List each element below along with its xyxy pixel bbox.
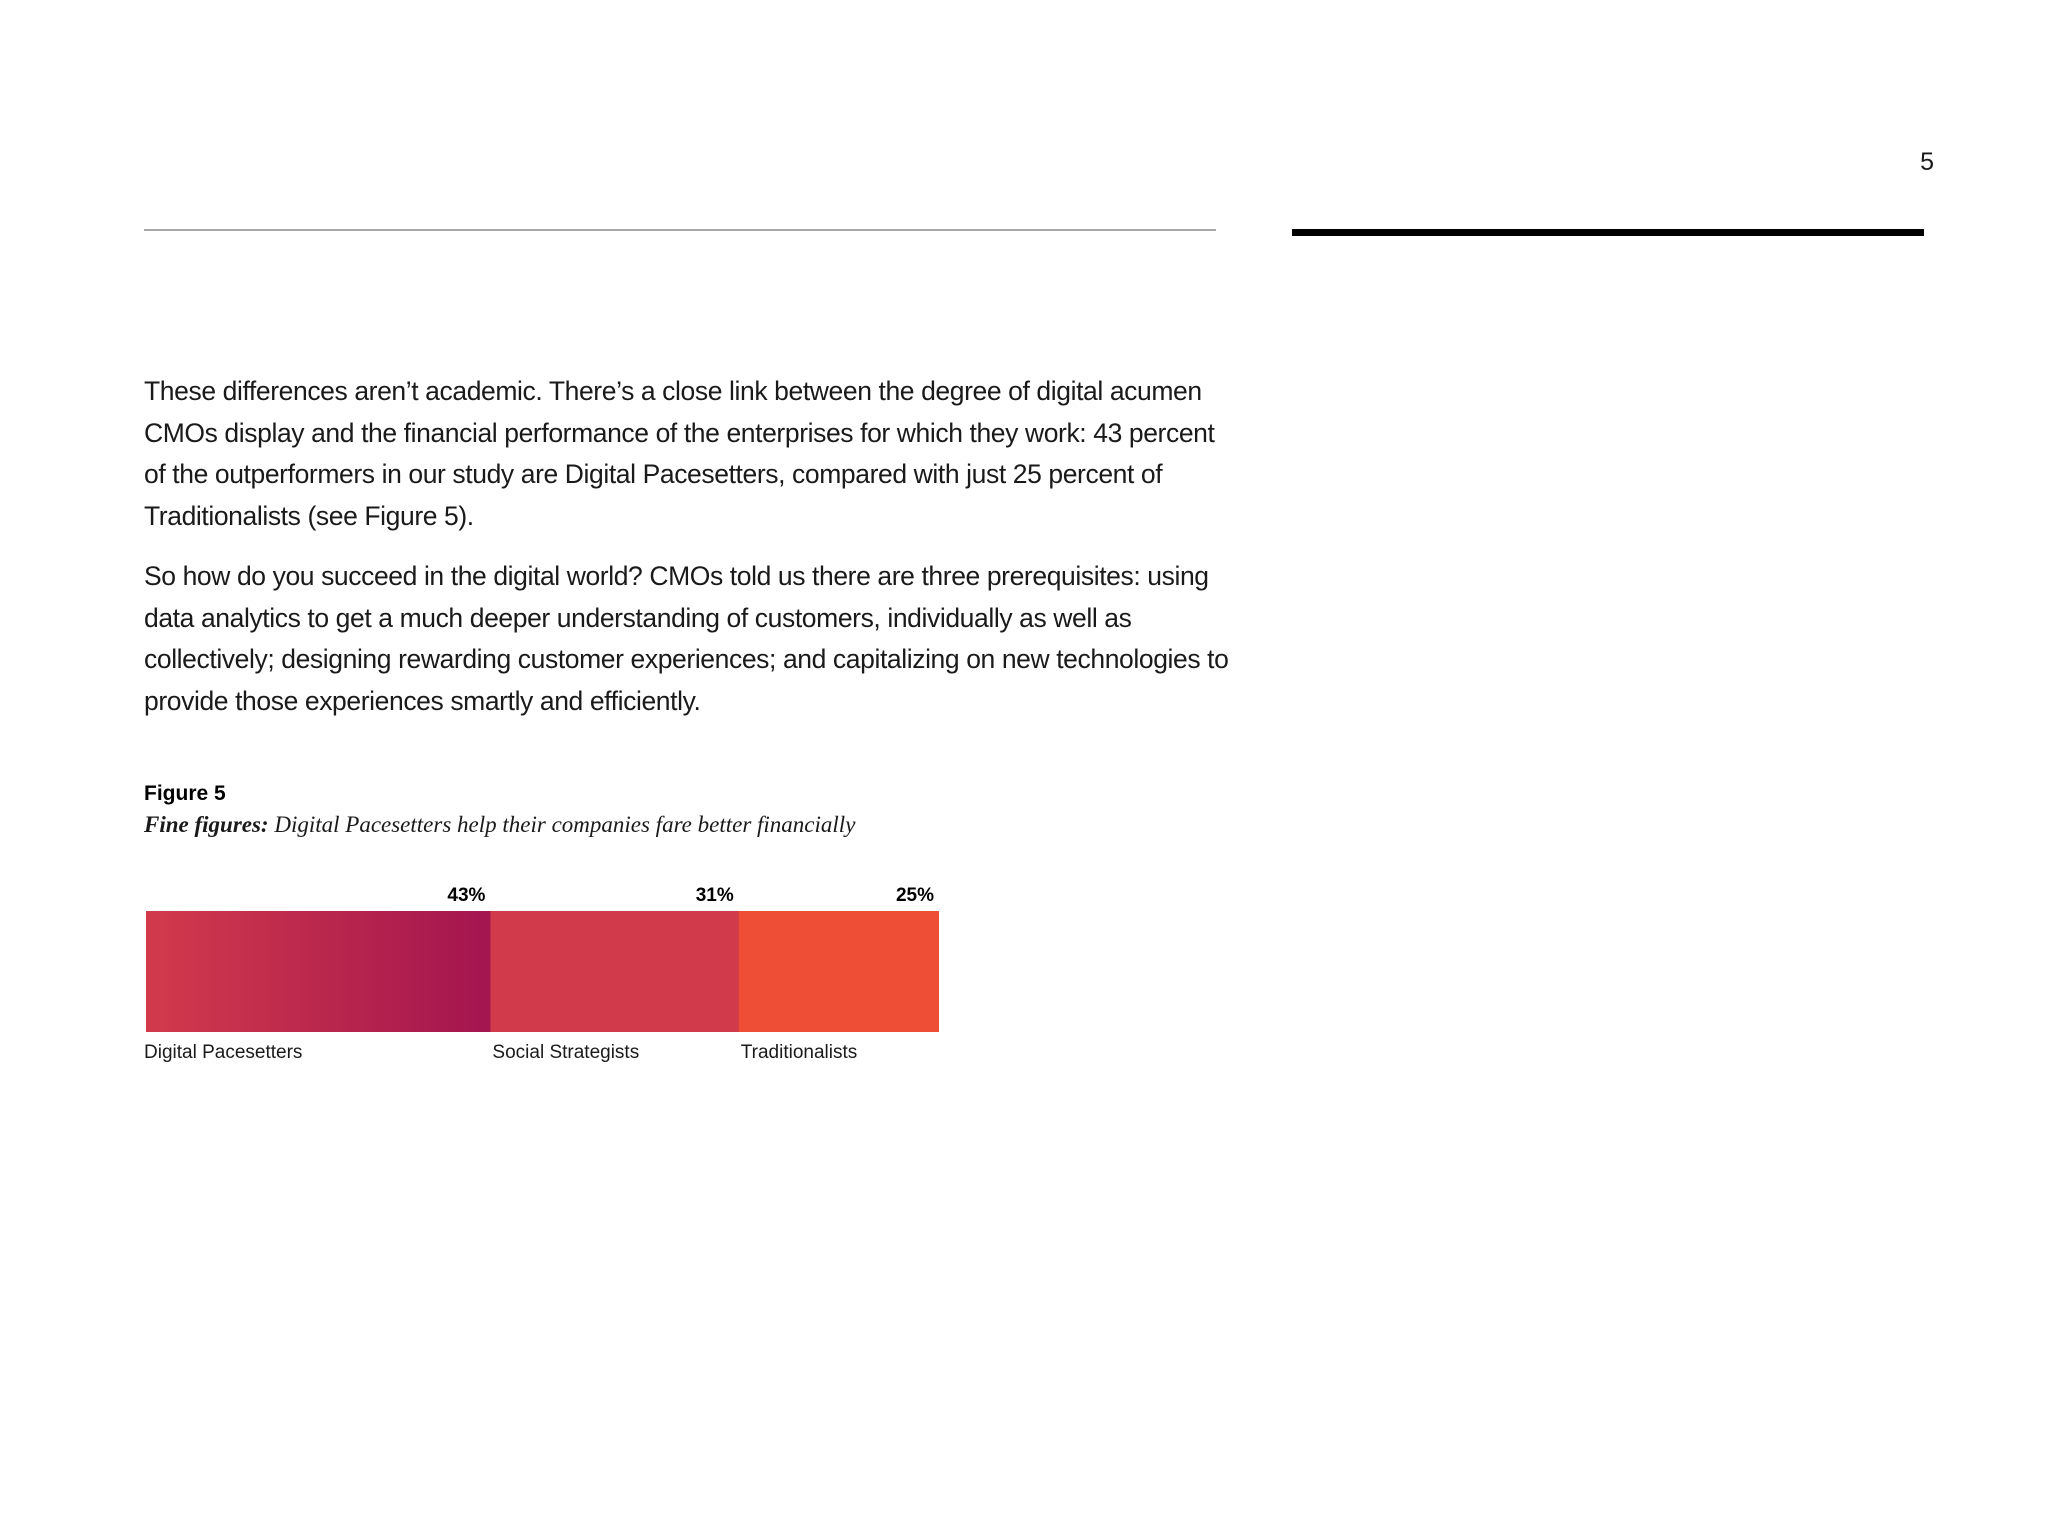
figure-caption-lead: Fine figures:	[144, 812, 269, 837]
figure-caption	[144, 812, 855, 838]
stacked-bar-chart	[140, 874, 940, 1074]
body-paragraph: These differences aren’t academic. There’s a close link between the degree of digital acumen CMOs display and the financial performance of the enterprises for which they work: 43 percent of the outperformers in our study are Digital Pacesetters, compared with just 25 percent of Traditionalists (see Figure 5).	[144, 376, 1215, 531]
category-label-traditionalists: Traditionalists	[740, 1042, 858, 1063]
category-label-social-strategists: Social Strategists	[492, 1042, 640, 1063]
figure-caption-text: Digital Pacesetters help their companies fare better financially	[268, 812, 856, 837]
value-label-social-strategists: 31%	[695, 885, 734, 906]
value-label-digital-pacesetters: 43%	[447, 885, 486, 906]
header-rule-thick	[1292, 229, 1924, 236]
page-number: 5	[1920, 148, 1934, 176]
body-text	[144, 371, 1229, 741]
header-rule-thin	[144, 229, 1216, 231]
figure-label: Figure 5	[144, 782, 226, 805]
figure-5-chart	[140, 874, 940, 1074]
bar-segment-traditionalists	[739, 911, 939, 1032]
bar-segment-social-strategists	[490, 911, 739, 1032]
body-paragraph: So how do you succeed in the digital world? CMOs told us there are three prerequisites: using data analytics to get a much deeper understanding of customers, individually as well as collectively; designing rewarding customer experiences; and capitalizing on new technologies to provide those experiences smartly and efficiently.	[144, 561, 1229, 716]
bar-segment-digital-pacesetters	[146, 911, 491, 1032]
category-label-digital-pacesetters: Digital Pacesetters	[144, 1042, 303, 1063]
value-label-traditionalists: 25%	[895, 885, 934, 906]
